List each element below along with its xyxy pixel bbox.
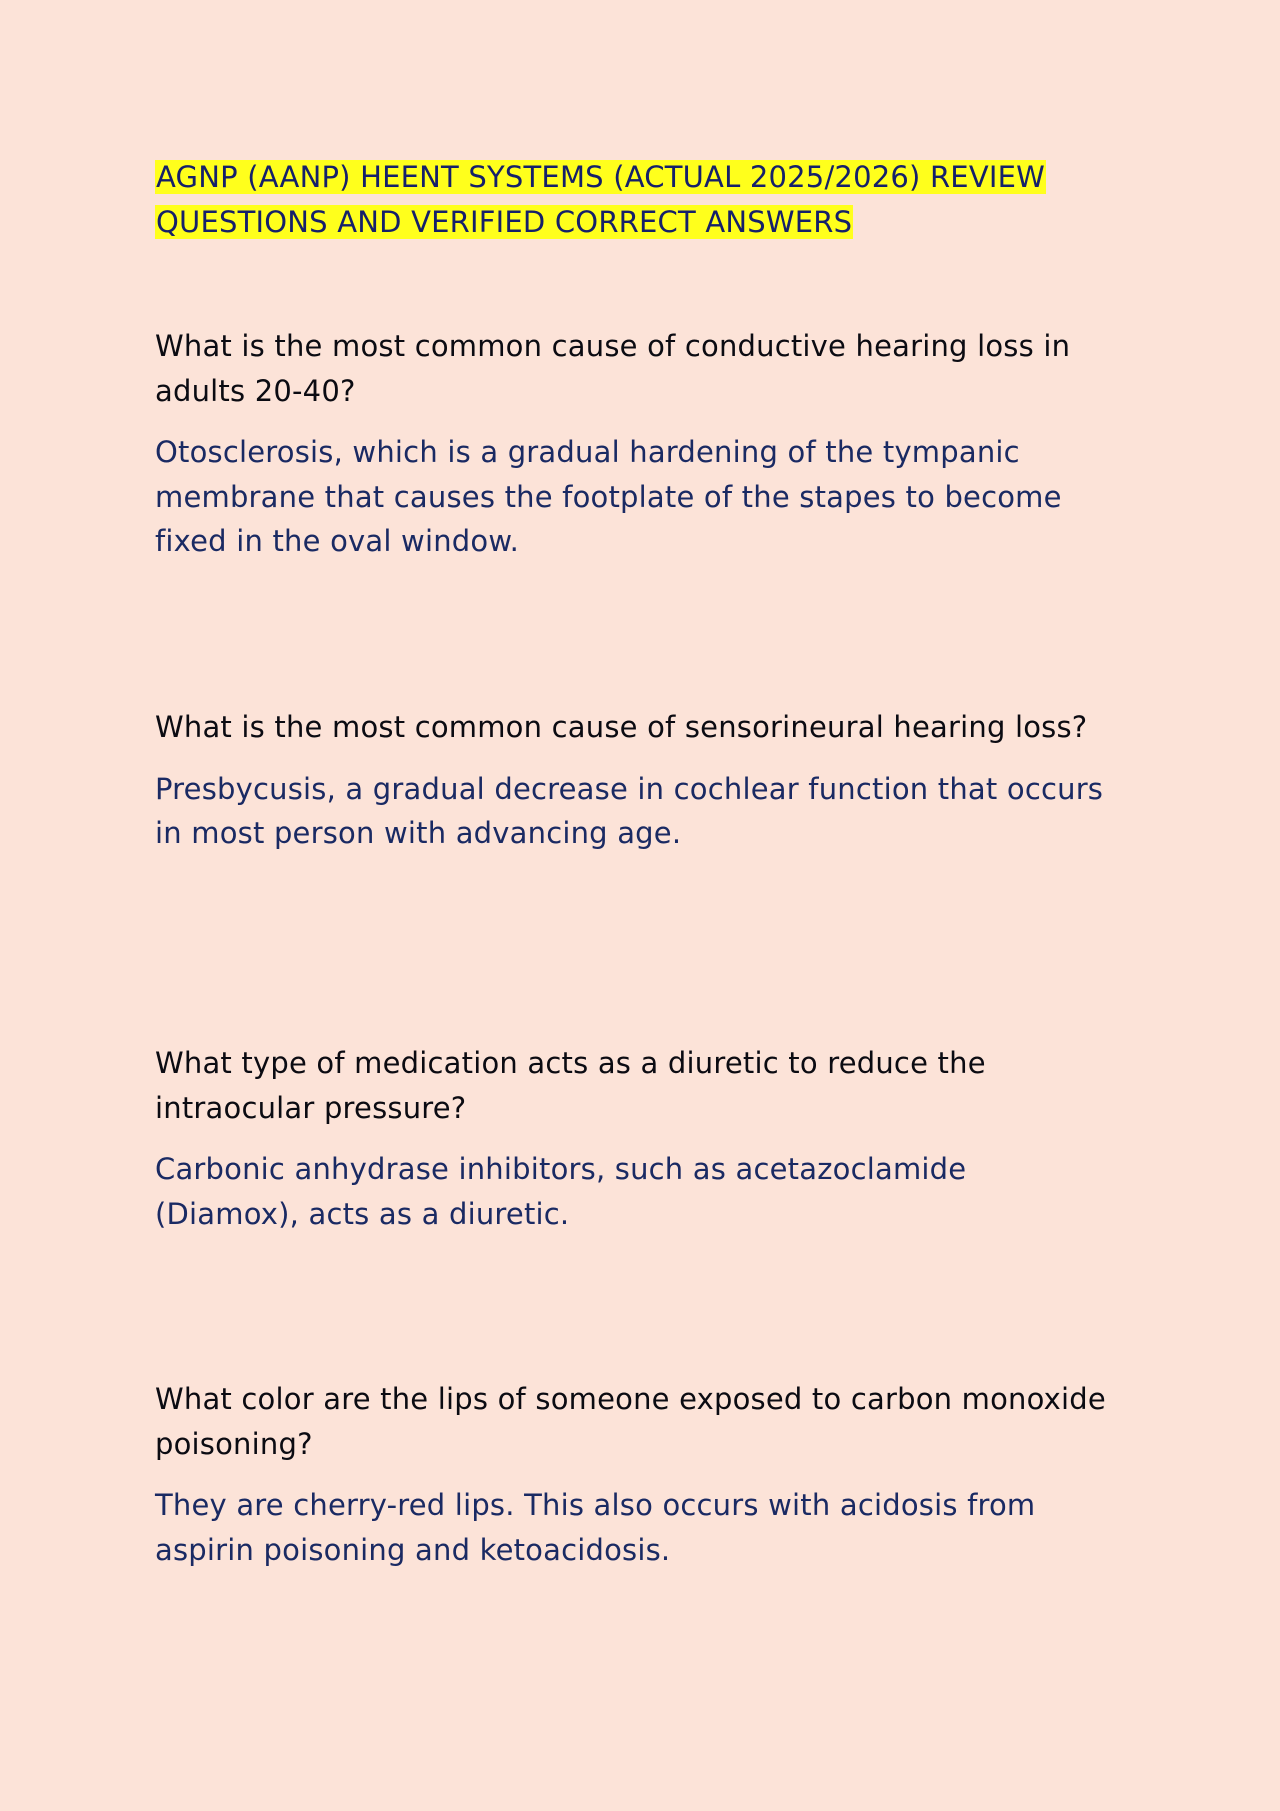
qa-item	[155, 1377, 1115, 1572]
question-text: What color are the lips of someone exposed to carbon monoxide poisoning?	[155, 1382, 1106, 1461]
question-text: What type of medication acts as a diuretic to reduce the intraocular pressure?	[155, 1046, 986, 1125]
question-text: What is the most common cause of sensorineural hearing loss?	[155, 710, 1088, 744]
qa-item	[155, 705, 1115, 856]
title-highlight: AGNP (AANP) HEENT SYSTEMS (ACTUAL 2025/2026) REVIEW QUESTIONS AND VERIFIED CORRECT ANSWERS	[156, 160, 1046, 239]
answer-text: They are cherry-red lips. This also occurs with acidosis from aspirin poisoning and ketoacidosis.	[155, 1488, 1036, 1567]
answer-text: Presbycusis, a gradual decrease in cochlear function that occurs in most person with advancing age.	[155, 771, 1104, 850]
answer-text: Carbonic anhydrase inhibitors, such as acetazoclamide (Diamox), acts as a diuretic.	[155, 1152, 967, 1231]
qa-item	[155, 1041, 1115, 1236]
question-text: What is the most common cause of conductive hearing loss in adults 20-40?	[155, 329, 1071, 408]
qa-item	[155, 324, 1115, 564]
answer-text: Otosclerosis, which is a gradual hardening of the tympanic membrane that causes the footplate of the stapes to become fixed in the oval window.	[155, 435, 1062, 558]
document-title	[155, 155, 1105, 244]
